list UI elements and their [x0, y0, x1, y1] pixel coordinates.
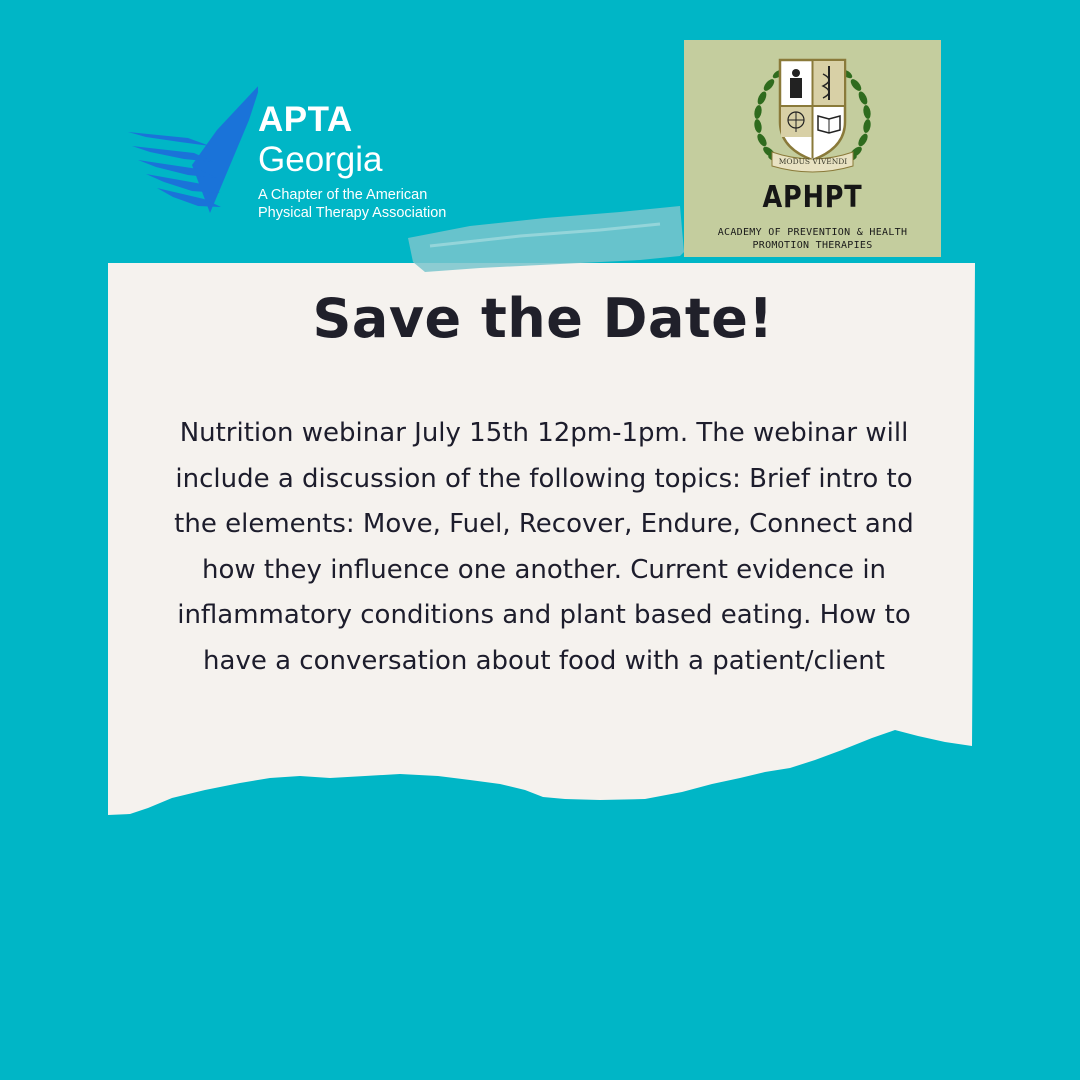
apta-tagline-line1: A Chapter of the American [258, 187, 428, 203]
apta-swoosh-icon [118, 80, 258, 220]
apta-georgia-logo [118, 80, 498, 230]
apta-state: Georgia [258, 140, 383, 179]
seal-motto: MODUS VIVENDI [778, 157, 848, 166]
apta-tagline [258, 186, 498, 222]
aphpt-full-line1: ACADEMY OF PREVENTION & HEALTH [717, 227, 908, 238]
apta-name: APTA [258, 100, 353, 139]
aphpt-acronym: APHPT [762, 180, 863, 215]
webinar-description: Nutrition webinar July 15th 12pm-1pm. The webinar will include a discussion of the following topics: Brief intro to the elements: Move, Fuel, Recover, Endure, Connect and how they influence one another. Current evidence in inflammatory conditions and plant based eating. How to have a conversation about food with a patient/client [174, 418, 914, 676]
save-the-date-headline: Save the Date! [312, 287, 774, 350]
aphpt-full-name [684, 226, 941, 252]
shield-icon [780, 60, 845, 160]
apta-tagline-line2: Physical Therapy Association [258, 205, 447, 221]
aphpt-logo [684, 40, 941, 257]
aphpt-full-line2: PROMOTION THERAPIES [752, 240, 873, 251]
